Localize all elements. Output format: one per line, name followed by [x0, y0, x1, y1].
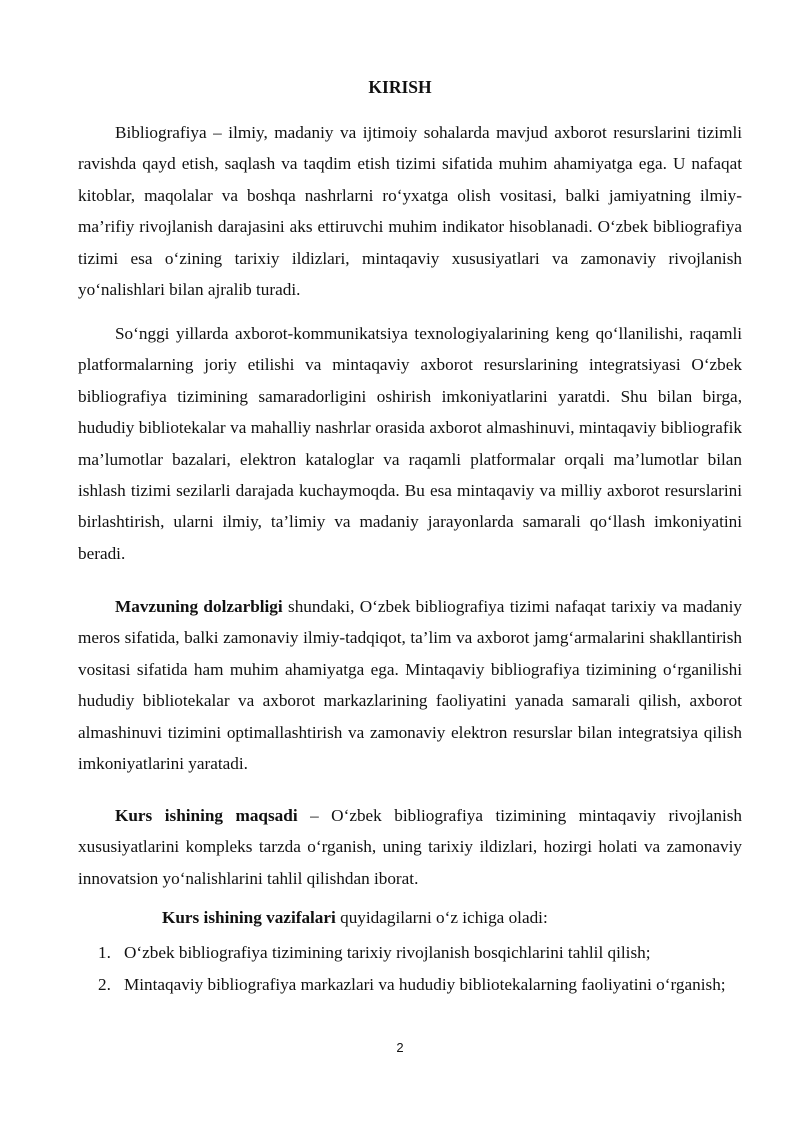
page-number: 2 [396, 1040, 404, 1055]
tasks-intro-text: quyidagilarni o‘z ichiga oladi: [335, 908, 548, 927]
section-heading: KIRISH [368, 77, 432, 97]
list-item-number: 1. [98, 943, 111, 963]
tasks-section [78, 902, 742, 1000]
list-item [78, 969, 742, 1000]
intro-paragraph-1: Bibliografiya – ilmiy, madaniy va ijtimoiy sohalarda mavjud axborot resurslarini tizimli ravishda qayd etish, saqlash va taqdim etish tizimi sifatida muhim ahamiyatga ega. U nafaqat kitoblar, maqolalar va boshqa nashrlarni ro‘yxatga olish vositasi, balki jamiyatning ilmiy-ma’rifiy rivojlanish darajasini aks ettiruvchi muhim indikator hisoblanadi. O‘zbek bibliografiya tizimi esa o‘zining tarixiy ildizlari, mintaqaviy xususiyatlari va zamonaviy rivojlanish yo‘nalishlari bilan ajralib turadi. [78, 123, 742, 300]
goal-text: – O‘zbek bibliografiya tizimining mintaqaviy rivojlanish xususiyatlarini kompleks tarzda o‘rganish, uning tarixiy ildizlari, hozirgi holati va zamonaviy innovatsion yo‘nalishlarini tahlil qilishdan iborat. [78, 806, 742, 888]
tasks-intro [78, 902, 742, 933]
list-item-number: 2. [98, 974, 111, 994]
relevance-paragraph [78, 591, 742, 779]
list-item-text: Mintaqaviy bibliografiya markazlari va hududiy bibliotekalarning faoliyatini o‘rganish; [124, 974, 726, 994]
goal-label: Kurs ishining maqsadi [115, 806, 298, 825]
relevance-label: Mavzuning dolzarbligi [115, 597, 283, 616]
intro-paragraph-2: So‘nggi yillarda axborot-kommunikatsiya texnologiyalarining keng qo‘llanilishi, raqamli platformalarning joriy etilishi va mintaqaviy axborot resurslarining integratsiyasi O‘zbek bibliografiya tizimining samaradorligini oshirish imkoniyatlarini yaratdi. Shu bilan birga, hududiy bibliotekalar va mahalliy nashrlar orasida axborot almashinuvi, mintaqaviy bibliografik ma’lumotlar bazalari, elektron kataloglar va raqamli platformalar orqali ma’lumotlar bilan ishlash tizimi sezilarli darajada kuchaymoqda. Bu esa mintaqaviy va milliy axborot resurslarini birlashtirish, ularni ilmiy, ta’limiy va madaniy jarayonlarda samarali qo‘llash imkoniyatini beradi. [78, 324, 742, 563]
relevance-text: shundaki, O‘zbek bibliografiya tizimi nafaqat tarixiy va madaniy meros sifatida, balki zamonaviy ilmiy-tadqiqot, ta’lim va axborot jamg‘armalarini shakllantirish vositasi sifatida ham muhim ahamiyatga ega. Mintaqaviy bibliografiya tizimining o‘rganilishi hududiy bibliotekalar va axborot markazlarining faoliyatini yanada samarali qilish, axborot almashinuvi tizimini optimallashtirish va zamonaviy elektron resurslar bilan integratsiya qilish imkoniyatlarini yaratadi. [78, 597, 743, 774]
list-item-text: O‘zbek bibliografiya tizimining tarixiy rivojlanish bosqichlarini tahlil qilish; [124, 943, 651, 963]
list-item [78, 937, 742, 968]
tasks-list [78, 937, 742, 1000]
tasks-label: Kurs ishining vazifalari [162, 908, 336, 927]
goal-paragraph [78, 800, 742, 894]
